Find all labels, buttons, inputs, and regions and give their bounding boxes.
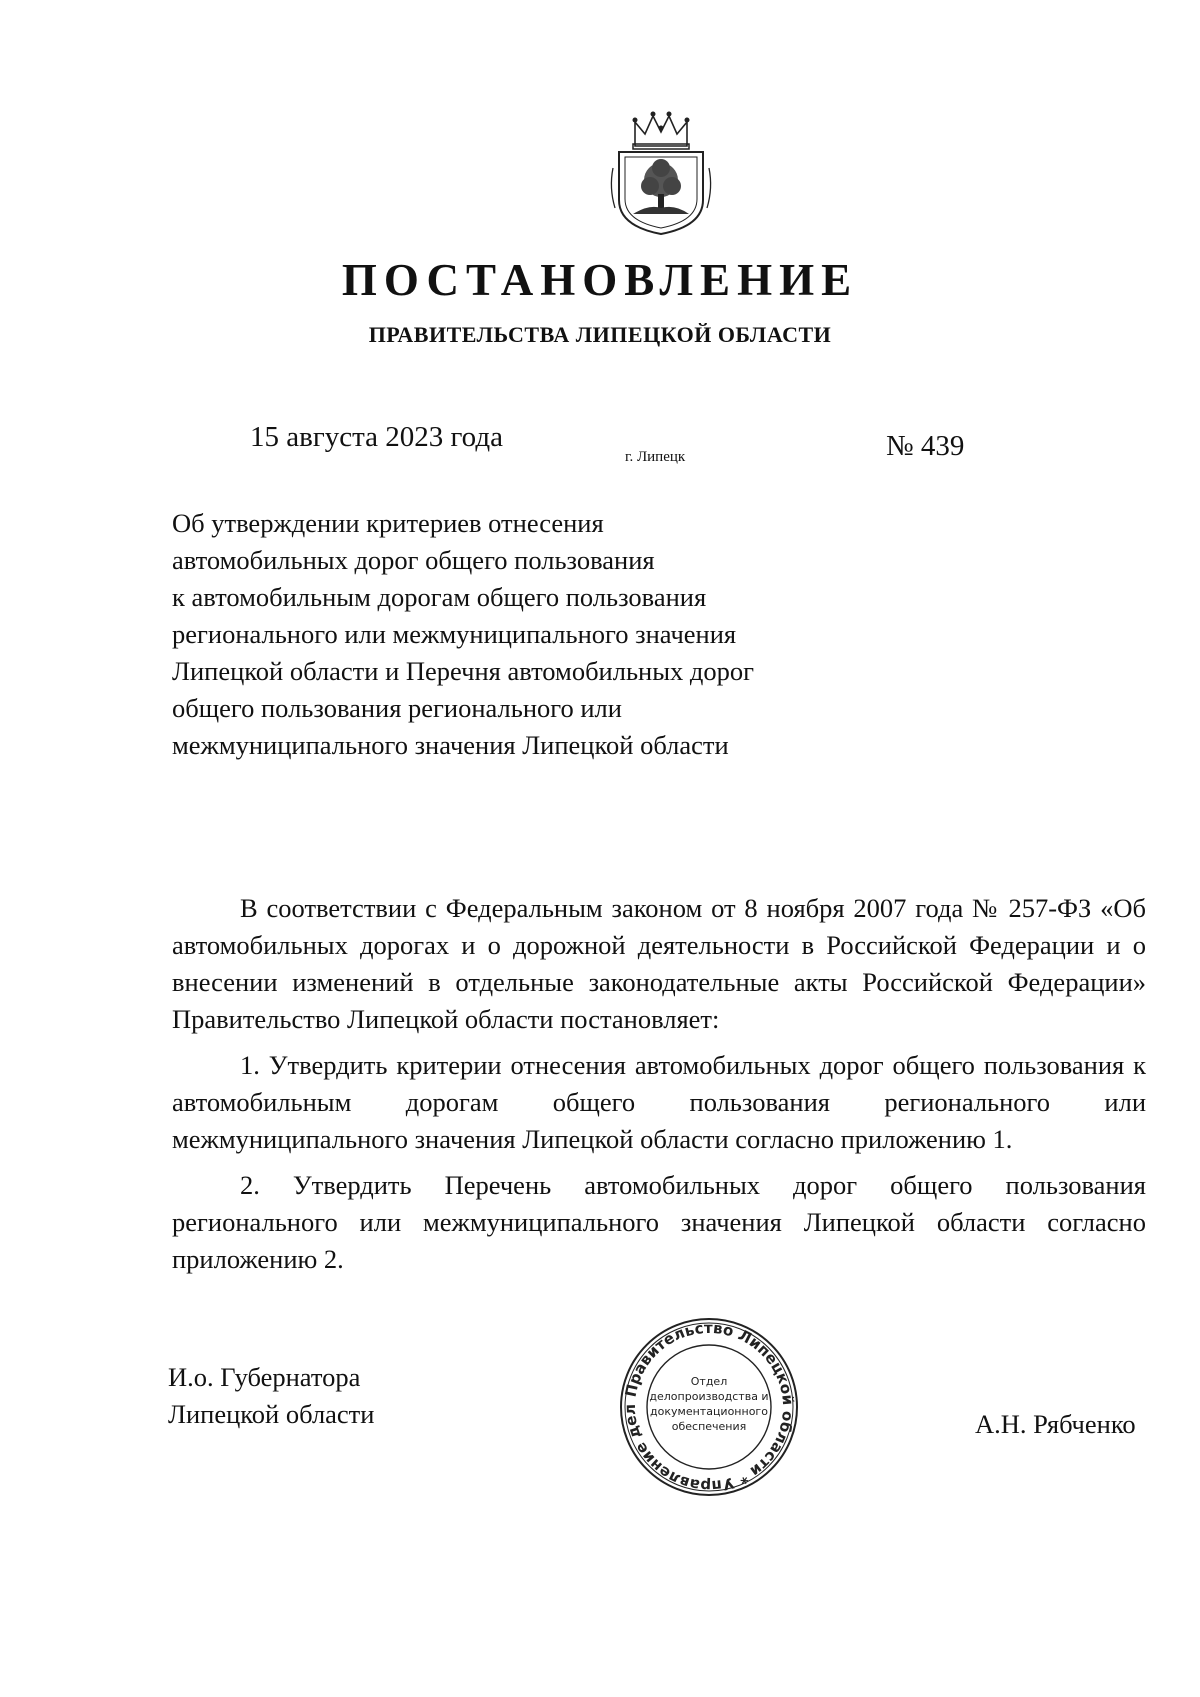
subject-line: регионального или межмуниципального значения (172, 619, 737, 649)
coat-of-arms-icon (605, 108, 717, 238)
signatory-name: А.Н. Рябченко (975, 1409, 1136, 1439)
seal-inner-line: документационного (650, 1405, 768, 1418)
seal-inner-line: делопроизводства и (649, 1390, 769, 1403)
signatory-position-line: И.о. Губернатора (168, 1362, 361, 1392)
seal-outer-text: Правительство Липецкой области * Управление делами * (611, 1302, 798, 1496)
document-subject (172, 505, 812, 764)
seal-inner-line: Отдел (690, 1375, 728, 1388)
signatory-position (168, 1359, 374, 1433)
signatory-position-line: Липецкой области (168, 1399, 375, 1429)
lipetsk-coat-of-arms-icon (605, 108, 717, 238)
subject-line: общего пользования регионального или (172, 693, 622, 723)
document-city: г. Липецк (625, 449, 686, 465)
document-title: ПОСТАНОВЛЕНИЕ (341, 255, 859, 305)
subject-line: Липецкой области и Перечня автомобильных дорог (172, 656, 755, 686)
preamble-paragraph: В соответствии с Федеральным законом от 8 ноября 2007 года № 257-ФЗ «Об автомобильных дорогах и о дорожной деятельности в Российской Федерации и о внесении изменений в отдельные законодательные акты Российской Федерации» Правительство Липецкой области постановляет: (172, 893, 1146, 1034)
document-date: 15 августа 2023 года (250, 421, 503, 453)
official-seal (611, 1302, 800, 1498)
seal-inner-line: обеспечения (671, 1420, 747, 1433)
subject-line: к автомобильным дорогам общего пользования (172, 582, 707, 612)
subject-line: Об утверждении критериев отнесения (172, 508, 604, 538)
issuing-authority: ПРАВИТЕЛЬСТВА ЛИПЕЦКОЙ ОБЛАСТИ (368, 322, 832, 347)
seal-inner-text (646, 1374, 772, 1434)
subject-line: межмуниципального значения Липецкой области (172, 730, 729, 760)
resolution-item-1: 1. Утвердить критерии отнесения автомобильных дорог общего пользования к автомобильным дорогам общего пользования регионального или межмуниципального значения Липецкой области согласно приложению 1. (172, 1050, 1146, 1154)
document-number: № 439 (886, 430, 965, 462)
resolution-item-2: 2. Утвердить Перечень автомобильных дорог общего пользования регионального или межмуниципального значения Липецкой области согласно приложению 2. (172, 1170, 1146, 1274)
subject-line: автомобильных дорог общего пользования (172, 545, 655, 575)
document-body (172, 890, 1146, 1278)
